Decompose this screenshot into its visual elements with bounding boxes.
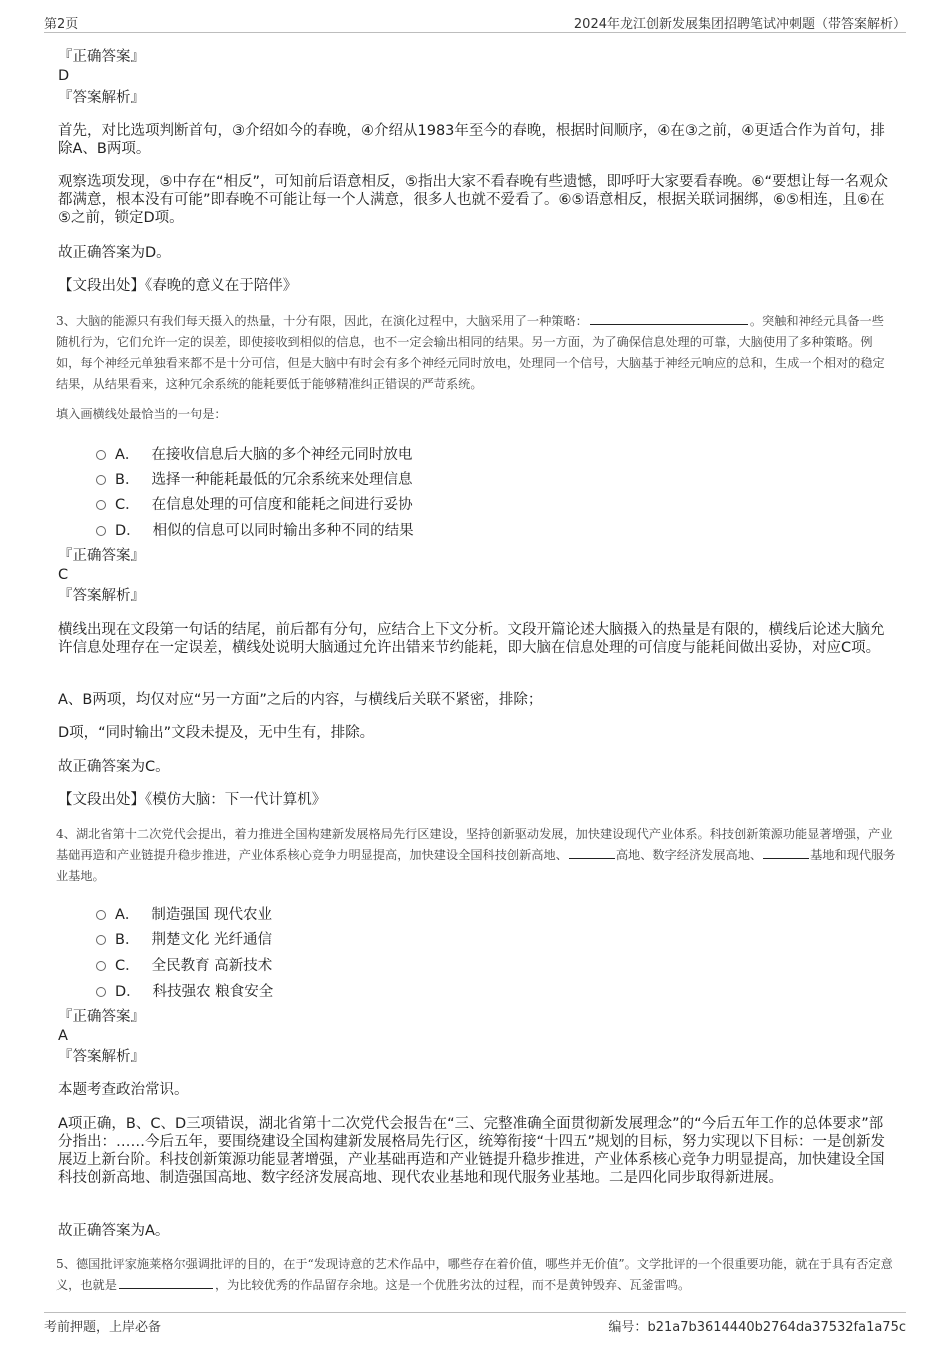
q3-stem-before: 3、大脑的能源只有我们每天摄入的热量，十分有限，因此，在演化过程中，大脑采用了一种策略： [56,314,588,328]
code-label: 编号： [608,1320,648,1335]
q2-analysis-p2: 观察选项发现，⑤中存在“相反”，可知前后语意相反，⑤指出大家不看春晚有些遗憾，即呼吁大家要看春晚。⑥“要想让每一名观众都满意，根本没有可能”即春晚不可能让每一个人满意，很多人也就不爱看了。⑥⑤语意相反，根据关联词捆绑，⑥⑤相连，且⑥在⑤之前，锁定D项。 [58,174,889,226]
q2-analysis-label: 『答案解析』 [58,90,145,106]
q3-analysis-p1: 横线出现在文段第一句话的结尾，前后都有分句，应结合上下文分析。文段开篇论述大脑摄入的热量是有限的，横线后论述大脑允许信息处理存在一定误差，横线处说明大脑通过允许出错来节约能耗，即大脑在信息处理的可信度与能耗间做出妥协，对应C项。 [58,622,885,656]
option-text: 在信息处理的可信度和能耗之间进行妥协 [151,497,413,513]
option-letter: A． [115,447,140,463]
q3-stem-after: 。突触和神经元具备一些随机行为，它们允许一定的误差，即使接收到相似的信息，也不一定会输出相同的结果。另一方面，为了确保信息处理的可靠，大脑使用了多种策略。例如，每个神经元单独看来都不是十分可信，但是大脑中有时会有多个神经元同时放电，处理同一个信号，大脑基于神经元响应的总和，生成一个相对的稳定结果，从结果看来，这种冗余系统的能耗要低于能够精准纠正错误的严苛系统。 [56,314,885,391]
page-footer [44,1312,906,1335]
radio-icon[interactable] [96,910,106,920]
q3-analysis-p4: 故正确答案为C。 [58,759,170,775]
q4-stem-part1: 4、湖北省第十二次党代会提出，着力推进全国构建新发展格局先行区建设，坚持创新驱动发展，加快建设现代产业体系。科技创新策源功能显著增强，产业基础再造和产业链提升稳步推进，产业体系核心竞争力明显提高，加快建设全国科技创新高地、 [56,827,893,862]
option-text: 全民教育 高新技术 [151,958,273,974]
q3-answer-label: 『正确答案』 [58,548,145,564]
q4-analysis-p2: A项正确，B、C、D三项错误，湖北省第十二次党代会报告在“三、完整准确全面贯彻新发展理念”的“今后五年工作的总体要求”部分指出：……今后五年，要围绕建设全国构建新发展格局先行区，统筹衔接“十四五”规划的目标，努力实现以下目标：一是创新发展迈上新台阶。科技创新策源功能显著增强，产业基础再造和产业链提升稳步推进，产业体系核心竞争力明显提高，加快建设全国科技创新高地、制造强国高地、数字经济发展高地、现代农业基地和现代服务业基地。二是四化同步取得新进展。 [58,1116,886,1186]
q4-fill-blank-1 [569,845,615,859]
code-value: b21a7b3614440b2764da37532fa1a75c [647,1320,906,1335]
q2-source-label: 【文段出处】 [58,278,145,294]
q3-fill-blank [590,311,748,325]
radio-icon[interactable] [96,961,106,971]
q3-prompt: 填入画横线处最恰当的一句是： [56,407,227,421]
option-text: 制造强国 现代农业 [151,907,273,923]
option-text: 在接收信息后大脑的多个神经元同时放电 [151,447,413,463]
q4-option-b[interactable] [96,928,272,949]
radio-icon[interactable] [96,475,106,485]
option-letter: C． [115,958,140,974]
radio-icon[interactable] [96,450,106,460]
page-number: 第2页 [44,17,79,32]
q4-analysis-p3: 故正确答案为A。 [58,1223,170,1239]
q3-analysis-label: 『答案解析』 [58,588,145,604]
q2-answer: D [58,68,70,84]
option-text: 荆楚文化 光纤通信 [151,932,273,948]
document-title: 2024年龙江创新发展集团招聘笔试冲刺题（带答案解析） [573,17,906,32]
q4-option-a[interactable] [96,903,272,924]
q4-analysis-label: 『答案解析』 [58,1049,145,1065]
q3-option-b[interactable] [96,468,412,489]
q3-option-d[interactable] [96,519,414,540]
option-letter: A． [115,907,140,923]
q3-stem [56,311,896,395]
q2-source [58,277,894,295]
q3-source-label: 【文段出处】 [58,792,145,808]
footer-slogan: 考前押题，上岸必备 [44,1320,162,1335]
q4-answer-label: 『正确答案』 [58,1009,145,1025]
q4-stem-part3: 基地和现代服务业基地。 [56,848,896,883]
q2-answer-label: 『正确答案』 [58,49,145,65]
q4-answer: A [58,1028,68,1044]
page-header [44,10,906,33]
radio-icon[interactable] [96,935,106,945]
q4-option-d[interactable] [96,980,273,1001]
option-letter: D． [115,523,141,539]
radio-icon[interactable] [96,526,106,536]
q3-answer: C [58,567,69,583]
q2-analysis-p1: 首先，对比选项判断首句，③介绍如今的春晚，④介绍从1983年至今的春晚，根据时间顺序，④在③之前，④更适合作为首句，排除A、B两项。 [58,123,885,157]
q5-fill-blank [119,1275,213,1289]
q5-stem [56,1254,896,1296]
q3-analysis-p2: A、B两项，均仅对应“另一方面”之后的内容，与横线后关联不紧密，排除； [58,692,543,708]
option-text: 相似的信息可以同时输出多种不同的结果 [152,523,414,539]
q4-option-c[interactable] [96,954,272,975]
radio-icon[interactable] [96,987,106,997]
option-letter: B． [115,932,140,948]
q2-analysis-p3: 故正确答案为D。 [58,245,171,261]
q3-option-c[interactable] [96,493,413,514]
q3-analysis-p3: D项，“同时输出”文段未提及，无中生有，排除。 [58,725,375,741]
q2-source-title: 《春晚的意义在于陪伴》 [145,278,298,294]
option-letter: C． [115,497,140,513]
option-text: 科技强农 粮食安全 [152,984,274,1000]
q4-fill-blank-2 [763,845,809,859]
q5-stem-before: 5、德国批评家施莱格尔强调批评的目的，在于“发现诗意的艺术作品中，哪些存在着价值，哪些并无价值”。文学批评的一个很重要功能，就在于具有否定意义，也就是 [56,1257,893,1292]
q3-option-a[interactable] [96,443,412,464]
q4-stem-part2: 高地、数字经济发展高地、 [615,848,763,862]
q4-analysis-p1: 本题考查政治常识。 [58,1082,189,1098]
document-code [608,1316,906,1335]
q3-source-title: 《模仿大脑：下一代计算机》 [145,792,327,808]
radio-icon[interactable] [96,500,106,510]
q5-stem-after: ，为比较优秀的作品留存余地。这是一个优胜劣汰的过程，而不是黄钟毁弃、瓦釜雷鸣。 [214,1278,691,1292]
q3-source [58,791,894,809]
option-text: 选择一种能耗最低的冗余系统来处理信息 [151,472,413,488]
q4-stem [56,824,896,887]
option-letter: B． [115,472,140,488]
option-letter: D． [115,984,141,1000]
